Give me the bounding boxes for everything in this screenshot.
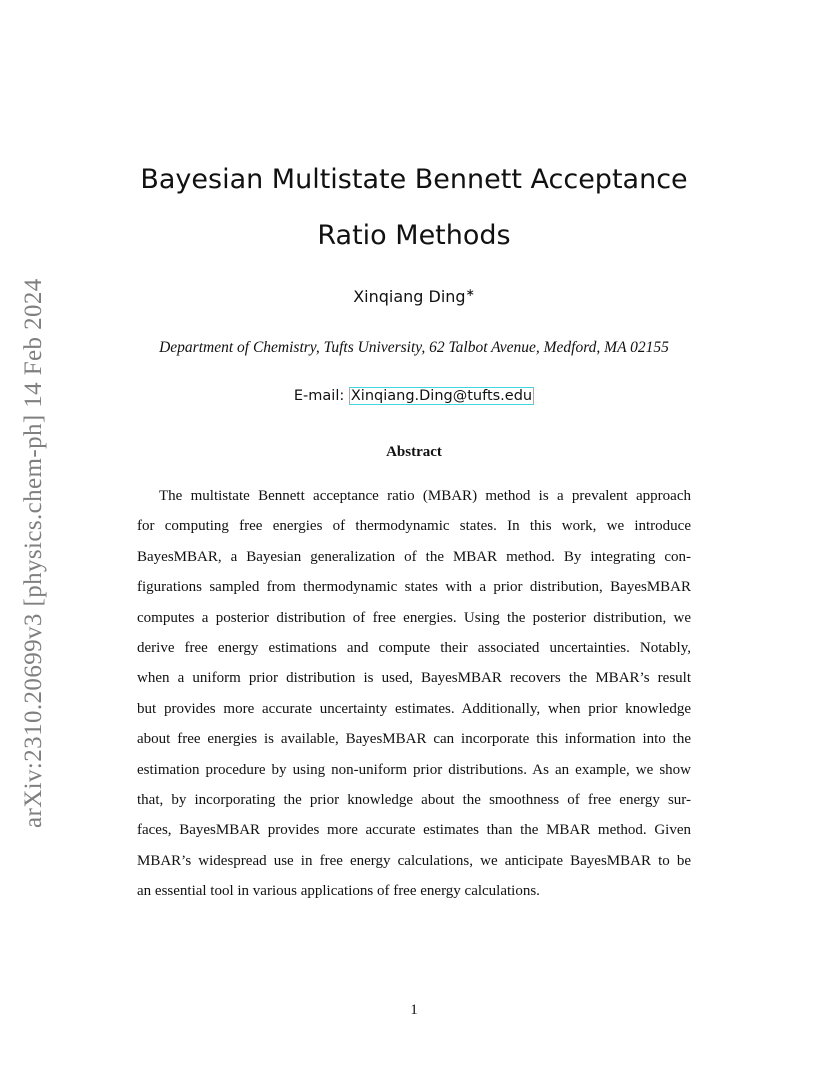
abstract-line: MBAR’s widespread use in free energy calculations, we anticipate BayesMBAR to be: [137, 852, 691, 869]
abstract-line: BayesMBAR, a Bayesian generalization of the MBAR method. By integrating con-: [137, 548, 691, 565]
abstract-line: faces, BayesMBAR provides more accurate estimates than the MBAR method. Given: [137, 822, 691, 839]
abstract-line: for computing free energies of thermodynamic states. In this work, we introduce: [137, 518, 691, 535]
paper-title-line-1: Bayesian Multistate Bennett Acceptance: [140, 164, 688, 195]
abstract-heading: Abstract: [386, 444, 442, 460]
abstract-line: derive free energy estimations and compute their associated uncertainties. Notably,: [137, 639, 691, 656]
author-name: Xinqiang Ding: [353, 287, 466, 306]
author-affiliation: Department of Chemistry, Tufts University, 62 Talbot Avenue, Medford, MA 02155: [159, 339, 669, 356]
abstract-line: computes a posterior distribution of free energies. Using the posterior distribution, we: [137, 609, 691, 626]
abstract-line: figurations sampled from thermodynamic states with a prior distribution, BayesMBAR: [137, 579, 691, 596]
abstract-line: The multistate Bennett acceptance ratio (MBAR) method is a prevalent approach: [159, 488, 691, 504]
email-label: E-mail:: [293, 388, 349, 404]
arxiv-identifier-stamp: [14, 236, 54, 828]
abstract-line: that, by incorporating the prior knowledge about the smoothness of free energy sur-: [137, 791, 691, 808]
abstract-line: about free energies is available, BayesMBAR can incorporate this information into the: [137, 731, 691, 748]
author-line: [110, 286, 718, 308]
abstract-line: estimation procedure by using non-uniform prior distributions. As an example, we show: [137, 761, 691, 778]
abstract-line: an essential tool in various applications of free energy calculations.: [137, 883, 540, 900]
email-link[interactable]: Xinqiang.Ding@tufts.edu: [350, 388, 533, 404]
paper-title: [110, 152, 718, 264]
arxiv-identifier-text: arXiv:2310.20699v3 [physics.chem-ph] 14 Feb 2024: [20, 278, 47, 828]
abstract-line: when a uniform prior distribution is used, BayesMBAR recovers the MBAR’s result: [137, 670, 691, 687]
page-number: 1: [410, 1002, 418, 1018]
corresponding-author-mark: ∗: [465, 287, 475, 299]
email-line: [110, 385, 718, 407]
paper-title-line-2: Ratio Methods: [317, 220, 511, 251]
abstract-line: but provides more accurate uncertainty estimates. Additionally, when prior knowledge: [137, 700, 691, 717]
abstract-body: [137, 481, 691, 906]
